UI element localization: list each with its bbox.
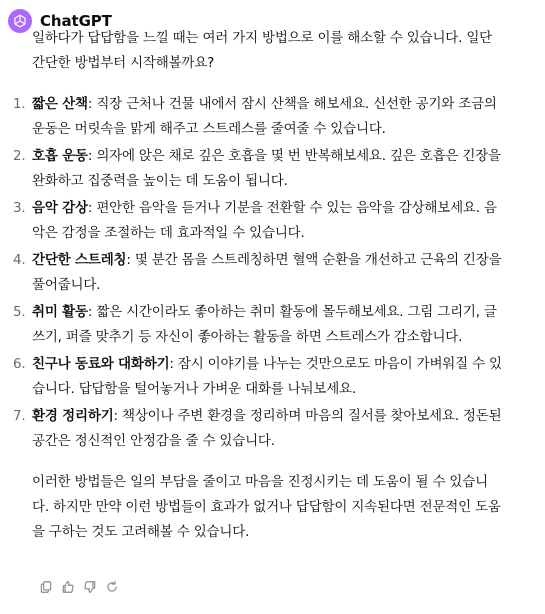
regenerate-button[interactable] — [103, 578, 121, 596]
item-text: : 직장 근처나 건물 내에서 잠시 산책을 해보세요. 신선한 공기와 조금의 운동은 머릿속을 맑게 해주고 스트레스를 줄여줄 수 있습니다. — [32, 96, 497, 137]
list-item — [13, 248, 502, 298]
list-number: 2. — [13, 148, 26, 164]
copy-button[interactable] — [37, 578, 55, 596]
thumbs-up-icon — [61, 580, 75, 594]
list-item — [13, 300, 502, 350]
item-title: 취미 활동 — [32, 304, 88, 320]
item-title: 짧은 산책 — [32, 96, 88, 112]
list-number: 4. — [13, 252, 26, 268]
item-text: : 몇 분간 몸을 스트레칭하면 혈액 순환을 개선하고 근육의 긴장을 풀어줍니다. — [32, 252, 502, 293]
copy-icon — [39, 580, 53, 594]
thumbs-up-button[interactable] — [59, 578, 77, 596]
list-item — [13, 196, 502, 246]
item-text: : 잠시 이야기를 나누는 것만으로도 마음이 가벼워질 수 있습니다. 답답함을 털어놓거나 가벼운 대화를 나눠보세요. — [32, 356, 502, 397]
thumbs-down-icon — [83, 580, 97, 594]
message-content — [13, 26, 502, 545]
list-number: 5. — [13, 304, 26, 320]
item-title: 음악 감상 — [32, 200, 88, 216]
list-number: 7. — [13, 408, 26, 424]
item-title: 호흡 운동 — [32, 148, 88, 164]
list-item — [13, 352, 502, 402]
regenerate-icon — [105, 580, 119, 594]
intro-paragraph: 일하다가 답답함을 느낄 때는 여러 가지 방법으로 이를 해소할 수 있습니다. 일단 간단한 방법부터 시작해볼까요? — [32, 30, 493, 71]
item-title: 간단한 스트레칭 — [32, 252, 127, 268]
message-actions — [37, 578, 121, 596]
item-text: : 편안한 음악을 듣거나 기분을 전환할 수 있는 음악을 감상해보세요. 음악은 감정을 조절하는 데 효과적일 수 있습니다. — [32, 200, 497, 241]
list-number: 3. — [13, 200, 26, 216]
list-item — [13, 404, 502, 454]
item-title: 환경 정리하기 — [32, 408, 114, 424]
thumbs-down-button[interactable] — [81, 578, 99, 596]
list-item — [13, 144, 502, 194]
item-text: : 의자에 앉은 채로 깊은 호흡을 몇 번 반복해보세요. 깊은 호흡은 긴장을 완화하고 집중력을 높이는 데 도움이 됩니다. — [32, 148, 501, 189]
outro-paragraph: 이러한 방법들은 일의 부담을 줄이고 마음을 진정시키는 데 도움이 될 수 있습니다. 하지만 만약 이런 방법들이 효과가 없거나 답답함이 지속된다면 전문적인 도움을 구하는 것도 고려해볼 수 있습니다. — [32, 474, 501, 540]
item-title: 친구나 동료와 대화하기 — [32, 356, 170, 372]
openai-logo-icon — [8, 9, 32, 33]
item-text: : 짧은 시간이라도 좋아하는 취미 활동에 몰두해보세요. 그림 그리기, 글쓰기, 퍼즐 맞추기 등 자신이 좋아하는 활동을 하면 스트레스가 감소합니다. — [32, 304, 497, 345]
list-item — [13, 92, 502, 142]
list-number: 6. — [13, 356, 26, 372]
list-number: 1. — [13, 96, 26, 112]
tips-list — [13, 92, 502, 454]
sender-name: ChatGPT — [40, 12, 112, 30]
item-text: : 책상이나 주변 환경을 정리하며 마음의 질서를 찾아보세요. 정돈된 공간은 정신적인 안정감을 줄 수 있습니다. — [32, 408, 502, 449]
